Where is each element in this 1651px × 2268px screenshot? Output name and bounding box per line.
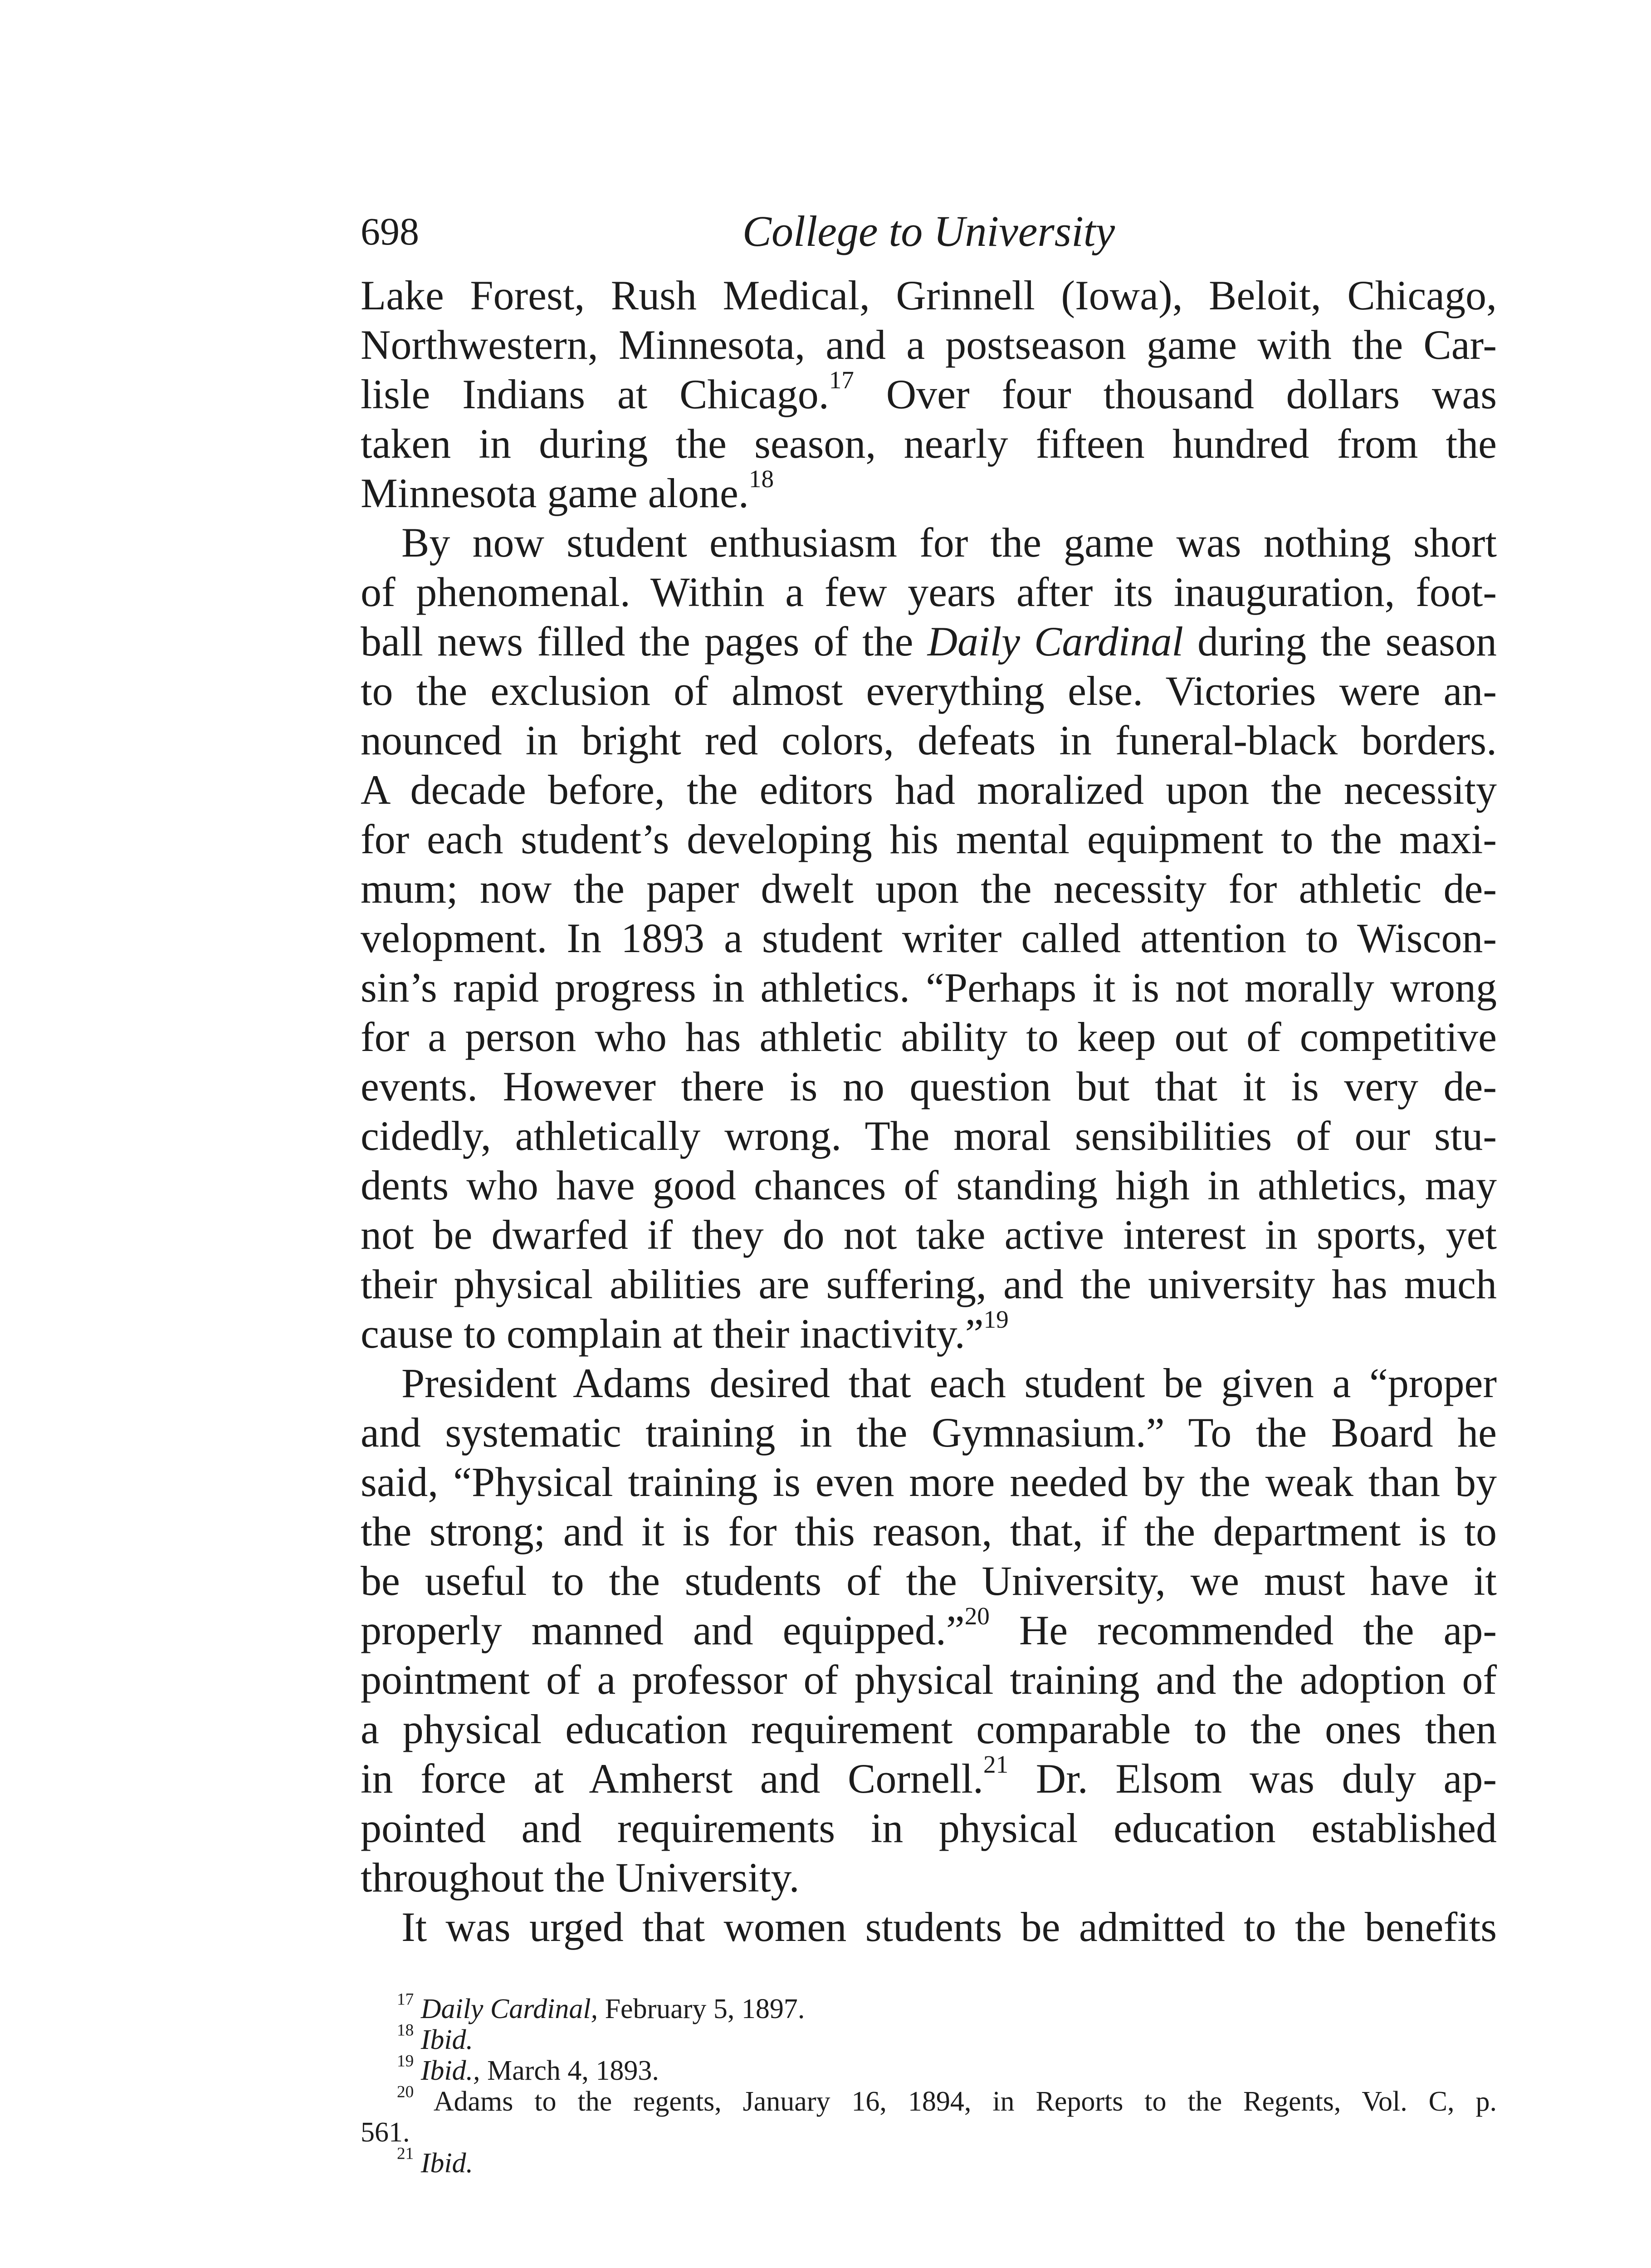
body-line (361, 419, 1497, 469)
text-segment (414, 1994, 421, 2024)
footnote-ref: 17 (829, 366, 854, 394)
text-segment: the strong; and it is for this reason, that, if the department is to (361, 1508, 1497, 1554)
footnote-line (361, 2082, 1497, 2117)
text-segment: February 5, 1897. (598, 1994, 805, 2024)
body-line (361, 1804, 1497, 1853)
italic-text: Daily Cardinal (927, 618, 1183, 665)
text-segment: Dr. Elsom was duly ap- (1008, 1755, 1497, 1802)
text-segment: to the exclusion of almost everything else. Victories were an- (361, 668, 1497, 714)
footnote-ref: 17 (397, 1990, 414, 2009)
footnote-ref: 19 (397, 2052, 414, 2071)
text-segment: He recommended the ap- (989, 1607, 1497, 1653)
italic-text: Daily Cardinal, (420, 1994, 598, 2024)
text-segment: nounced in bright red colors, defeats in funeral-black borders. (361, 717, 1497, 763)
body-line (361, 1062, 1497, 1111)
body-line (361, 1750, 1497, 1804)
body-line (361, 1359, 1497, 1408)
footnote-ref: 18 (748, 464, 774, 493)
body-line (361, 271, 1497, 320)
body-line (361, 1705, 1497, 1754)
text-segment: for a person who has athletic ability to keep out of competitive (361, 1014, 1497, 1060)
italic-text: Ibid. (420, 2024, 474, 2055)
body-line (361, 617, 1497, 666)
text-segment: lisle Indians at Chicago. (361, 371, 829, 417)
body-line (361, 864, 1497, 914)
body-line (361, 1012, 1497, 1062)
body-text (361, 271, 1497, 1952)
footnote-line (361, 2117, 1497, 2148)
page-header (361, 206, 1497, 265)
footnote-line (361, 2021, 1497, 2055)
text-segment: and systematic training in the Gymnasium.” To the Board he (361, 1409, 1497, 1456)
body-line (361, 963, 1497, 1012)
text-segment: said, “Physical training is even more needed by the weak than by (361, 1459, 1497, 1505)
text-segment: a physical education requirement comparable to the ones then (361, 1706, 1497, 1752)
text-segment: throughout the University. (361, 1854, 800, 1901)
body-line (361, 666, 1497, 716)
text-segment (414, 2055, 421, 2086)
footnote-ref: 18 (397, 2021, 414, 2040)
italic-text: Ibid., (420, 2055, 480, 2086)
footnote-line (361, 2144, 1497, 2179)
body-line (361, 1305, 1497, 1359)
text-segment: not be dwarfed if they do not take active interest in sports, yet (361, 1212, 1497, 1258)
text-segment: Northwestern, Minnesota, and a postseason game with the Car- (361, 322, 1497, 368)
text-segment: By now student enthusiasm for the game was nothing short (401, 519, 1497, 566)
body-line (361, 366, 1497, 419)
text-segment (414, 2148, 421, 2179)
footnote-ref: 20 (397, 2082, 414, 2102)
text-segment: Minnesota game alone. (361, 470, 749, 516)
text-segment: events. However there is no question but that it is very de- (361, 1063, 1497, 1110)
text-segment: sin’s rapid progress in athletics. “Perhaps it is not morally wrong (361, 964, 1497, 1011)
text-segment: 561. (361, 2117, 410, 2148)
body-line (361, 1853, 1497, 1902)
body-line (361, 1507, 1497, 1556)
text-segment: March 4, 1893. (480, 2055, 659, 2086)
text-segment: Adams to the regents, January 16, 1894, in Reports to the Regents, Vol. C, p. (414, 2086, 1497, 2117)
footnote-ref: 20 (964, 1602, 990, 1630)
body-line (361, 1902, 1497, 1952)
text-segment: cidedly, athletically wrong. The moral sensibilities of our stu- (361, 1113, 1497, 1159)
text-segment: velopment. In 1893 a student writer called attention to Wiscon- (361, 915, 1497, 961)
footnote-line (361, 2052, 1497, 2086)
text-segment: their physical abilities are suffering, and the university has much (361, 1261, 1497, 1307)
body-line (361, 914, 1497, 963)
text-segment: properly manned and equipped.” (361, 1607, 965, 1653)
text-segment (414, 2024, 421, 2055)
footnote-ref: 21 (397, 2144, 414, 2163)
footnote-ref: 21 (983, 1750, 1009, 1778)
body-line (361, 518, 1497, 567)
text-segment: dents who have good chances of standing high in athletics, may (361, 1162, 1497, 1208)
body-line (361, 1210, 1497, 1260)
text-segment: It was urged that women students be admitted to the benefits (401, 1904, 1497, 1950)
body-line (361, 1457, 1497, 1507)
body-line (361, 1556, 1497, 1606)
body-line (361, 1602, 1497, 1655)
footnote-ref: 19 (983, 1305, 1009, 1333)
text-segment: cause to complain at their inactivity.” (361, 1310, 984, 1357)
body-line (361, 815, 1497, 864)
body-line (361, 765, 1497, 815)
text-segment: of phenomenal. Within a few years after its inauguration, foot- (361, 569, 1497, 615)
text-segment: Over four thousand dollars was (854, 371, 1497, 417)
body-line (361, 1111, 1497, 1161)
text-segment: for each student’s developing his mental equipment to the maxi- (361, 816, 1497, 862)
text-segment: in force at Amherst and Cornell. (361, 1755, 984, 1802)
body-line (361, 320, 1497, 370)
text-segment: taken in during the season, nearly fifteen hundred from the (361, 420, 1497, 467)
page-number: 698 (361, 210, 419, 253)
text-segment: be useful to the students of the University, we must have it (361, 1558, 1497, 1604)
text-segment: A decade before, the editors had moralized upon the necessity (361, 767, 1497, 813)
body-line (361, 1408, 1497, 1457)
text-segment: Lake Forest, Rush Medical, Grinnell (Iowa), Beloit, Chicago, (361, 272, 1497, 318)
text-segment: mum; now the paper dwelt upon the necessity for athletic de- (361, 865, 1497, 912)
text-segment: pointed and requirements in physical education established (361, 1805, 1497, 1851)
body-line (361, 716, 1497, 765)
body-line (361, 1260, 1497, 1309)
italic-text: Ibid. (420, 2148, 474, 2179)
body-line (361, 567, 1497, 617)
body-line (361, 464, 1497, 518)
body-line (361, 1161, 1497, 1210)
body-line (361, 1655, 1497, 1705)
running-head: College to University (742, 207, 1115, 255)
text-segment: ball news filled the pages of the (361, 618, 928, 665)
text-segment: pointment of a professor of physical training and the adoption of (361, 1657, 1497, 1703)
footnote-line (361, 1990, 1497, 2024)
text-segment: during the season (1183, 618, 1497, 665)
footnotes (361, 1990, 1497, 2179)
text-segment: President Adams desired that each student be given a “proper (401, 1360, 1497, 1406)
